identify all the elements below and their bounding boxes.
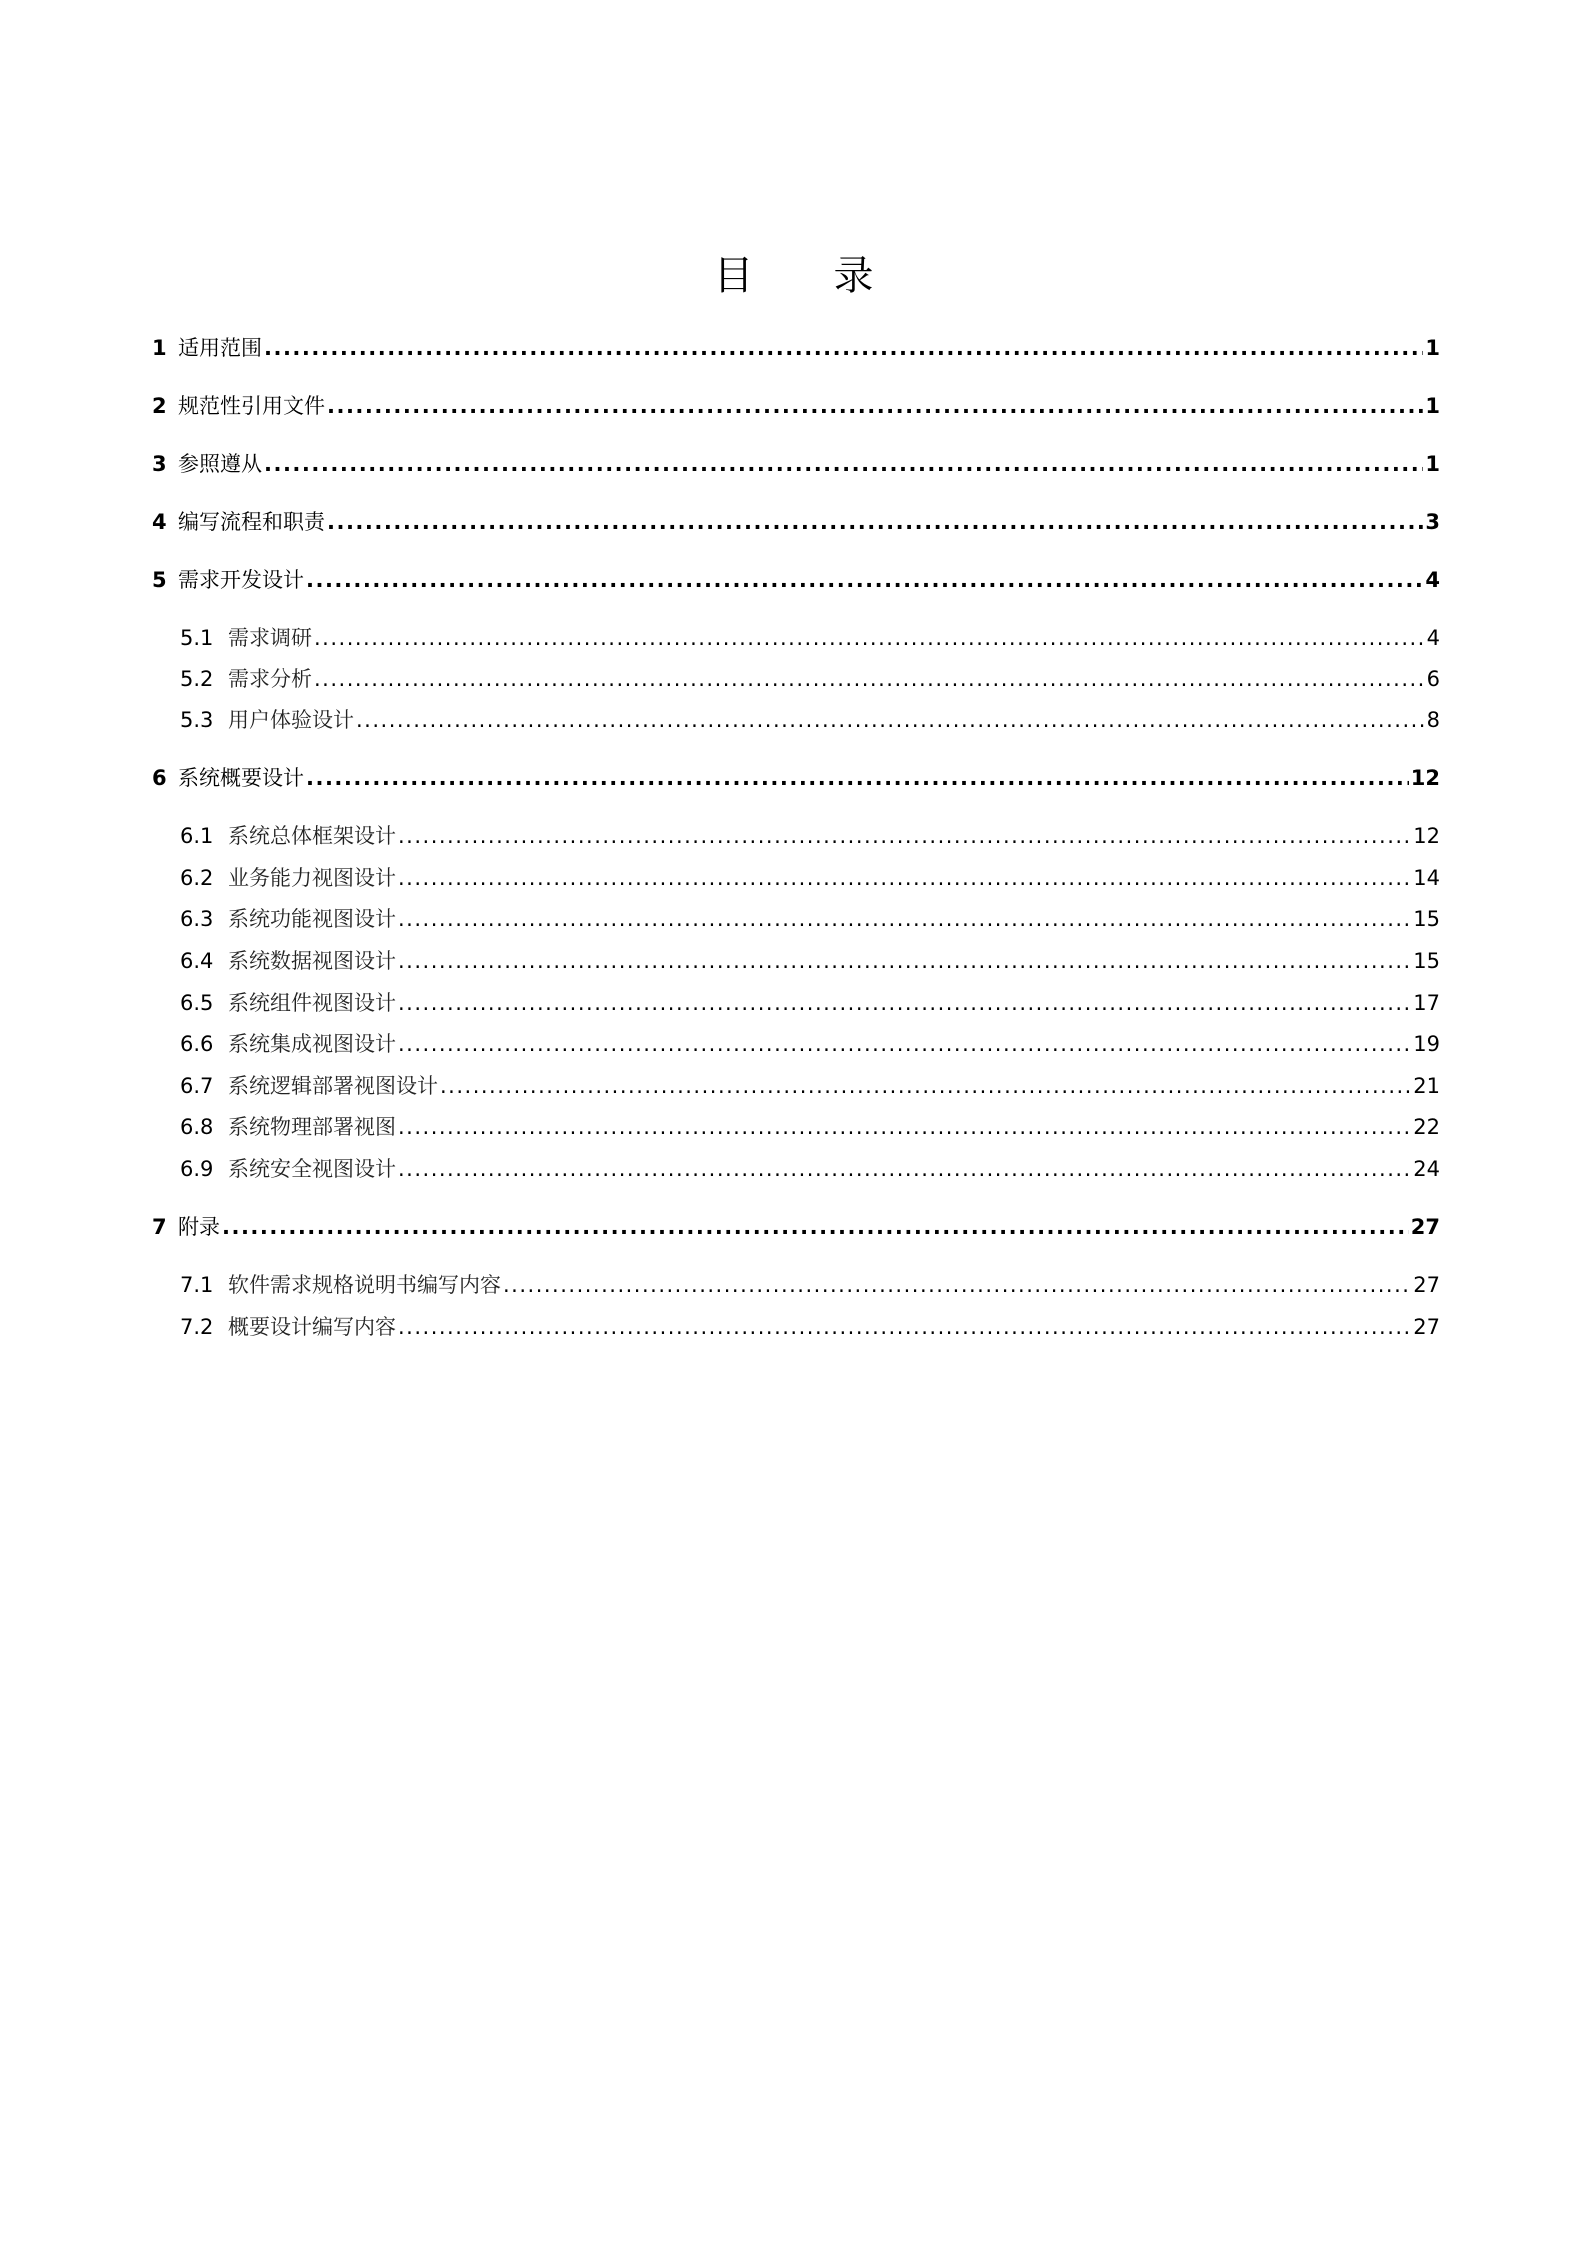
toc-entry-number: 6 bbox=[152, 766, 167, 790]
toc-entry-number: 1 bbox=[152, 336, 167, 360]
dot-leader bbox=[327, 394, 1423, 418]
toc-entry-number: 6.7 bbox=[180, 1074, 214, 1098]
dot-leader bbox=[356, 708, 1425, 732]
toc-entry[interactable] bbox=[152, 704, 1440, 736]
toc-entry-page: 21 bbox=[1413, 1074, 1440, 1098]
toc-entry-page: 15 bbox=[1413, 949, 1440, 973]
toc-entry-number: 5 bbox=[152, 568, 167, 592]
toc-entry-number: 2 bbox=[152, 394, 167, 418]
toc-entry[interactable] bbox=[152, 1153, 1440, 1185]
toc-entry-number: 7 bbox=[152, 1215, 167, 1239]
toc-entry-page: 1 bbox=[1425, 336, 1440, 360]
toc-entry-page: 12 bbox=[1410, 766, 1440, 790]
toc-entry-number: 5.1 bbox=[180, 626, 214, 650]
toc-entry-page: 27 bbox=[1410, 1215, 1440, 1239]
toc-entry-page: 22 bbox=[1413, 1115, 1440, 1139]
toc-entry[interactable] bbox=[152, 390, 1440, 422]
page-title bbox=[0, 244, 1587, 301]
toc-entry-label: 参照遵从 bbox=[178, 452, 262, 476]
toc-entry[interactable] bbox=[152, 1269, 1440, 1301]
toc-entry-label: 需求分析 bbox=[228, 667, 312, 691]
toc-entry-page: 17 bbox=[1413, 991, 1440, 1015]
toc-entry-page: 14 bbox=[1413, 866, 1440, 890]
toc-entry-label: 概要设计编写内容 bbox=[228, 1315, 396, 1339]
toc-entry-page: 12 bbox=[1413, 824, 1440, 848]
toc-entry[interactable] bbox=[152, 987, 1440, 1019]
toc-entry[interactable] bbox=[152, 945, 1440, 977]
toc-entry[interactable] bbox=[152, 663, 1440, 695]
toc-entry-number: 5.2 bbox=[180, 667, 214, 691]
toc-entry-page: 8 bbox=[1426, 708, 1440, 732]
dot-leader bbox=[314, 626, 1425, 650]
toc-entry-page: 6 bbox=[1426, 667, 1440, 691]
toc-entry[interactable] bbox=[152, 1111, 1440, 1143]
toc-entry-label: 系统安全视图设计 bbox=[228, 1157, 396, 1181]
toc-entry-number: 7.2 bbox=[180, 1315, 214, 1339]
toc-entry-number: 6.9 bbox=[180, 1157, 214, 1181]
dot-leader bbox=[314, 667, 1425, 691]
toc-entry-label: 用户体验设计 bbox=[228, 708, 354, 732]
toc-entry-number: 5.3 bbox=[180, 708, 214, 732]
dot-leader bbox=[264, 336, 1423, 360]
dot-leader bbox=[327, 510, 1423, 534]
toc-entry-label: 系统逻辑部署视图设计 bbox=[228, 1074, 438, 1098]
dot-leader bbox=[398, 907, 1411, 931]
toc-entry-number: 6.1 bbox=[180, 824, 214, 848]
toc-entry[interactable] bbox=[152, 862, 1440, 894]
toc-entry-number: 6.5 bbox=[180, 991, 214, 1015]
dot-leader bbox=[398, 1315, 1411, 1339]
toc-entry-number: 6.3 bbox=[180, 907, 214, 931]
toc-entry[interactable] bbox=[152, 1028, 1440, 1060]
toc-entry-label: 系统物理部署视图 bbox=[228, 1115, 396, 1139]
toc-entry-label: 系统总体框架设计 bbox=[228, 824, 396, 848]
dot-leader bbox=[398, 824, 1411, 848]
title-char-right: 录 bbox=[833, 253, 874, 299]
toc-entry-label: 编写流程和职责 bbox=[178, 510, 325, 534]
toc-entry-page: 3 bbox=[1425, 510, 1440, 534]
dot-leader bbox=[503, 1273, 1411, 1297]
dot-leader bbox=[306, 766, 1409, 790]
toc-entry[interactable] bbox=[152, 622, 1440, 654]
toc-entry-label: 软件需求规格说明书编写内容 bbox=[228, 1273, 501, 1297]
toc-entry-label: 系统集成视图设计 bbox=[228, 1032, 396, 1056]
toc-entry-page: 1 bbox=[1425, 394, 1440, 418]
dot-leader bbox=[398, 949, 1411, 973]
dot-leader bbox=[440, 1074, 1411, 1098]
dot-leader bbox=[264, 452, 1423, 476]
toc-entry[interactable] bbox=[152, 762, 1440, 794]
toc-entry-number: 4 bbox=[152, 510, 167, 534]
toc-entry-label: 需求开发设计 bbox=[178, 568, 304, 592]
toc-entry-label: 规范性引用文件 bbox=[178, 394, 325, 418]
toc-entry[interactable] bbox=[152, 448, 1440, 480]
toc-entry-label: 系统数据视图设计 bbox=[228, 949, 396, 973]
toc-entry-number: 6.2 bbox=[180, 866, 214, 890]
dot-leader bbox=[306, 568, 1423, 592]
toc-entry-label: 业务能力视图设计 bbox=[228, 866, 396, 890]
toc-entry-page: 27 bbox=[1413, 1273, 1440, 1297]
toc-entry-page: 15 bbox=[1413, 907, 1440, 931]
toc-entry[interactable] bbox=[152, 506, 1440, 538]
toc-entry-page: 24 bbox=[1413, 1157, 1440, 1181]
toc-entry-number: 3 bbox=[152, 452, 167, 476]
toc-entry[interactable] bbox=[152, 332, 1440, 364]
dot-leader bbox=[398, 1115, 1411, 1139]
dot-leader bbox=[222, 1215, 1409, 1239]
toc-entry[interactable] bbox=[152, 564, 1440, 596]
dot-leader bbox=[398, 866, 1411, 890]
toc-entry[interactable] bbox=[152, 903, 1440, 935]
dot-leader bbox=[398, 991, 1411, 1015]
toc-entry-label: 需求调研 bbox=[228, 626, 312, 650]
toc-entry-page: 4 bbox=[1426, 626, 1440, 650]
toc-entry-label: 系统概要设计 bbox=[178, 766, 304, 790]
toc-entry-label: 系统功能视图设计 bbox=[228, 907, 396, 931]
toc-entry-page: 27 bbox=[1413, 1315, 1440, 1339]
dot-leader bbox=[398, 1157, 1411, 1181]
toc-entry[interactable] bbox=[152, 820, 1440, 852]
toc-entry-page: 1 bbox=[1425, 452, 1440, 476]
toc-entry-label: 适用范围 bbox=[178, 336, 262, 360]
dot-leader bbox=[398, 1032, 1411, 1056]
toc-entry-number: 6.4 bbox=[180, 949, 214, 973]
toc-entry-label: 系统组件视图设计 bbox=[228, 991, 396, 1015]
toc-entry-number: 6.8 bbox=[180, 1115, 214, 1139]
toc-entry[interactable] bbox=[152, 1070, 1440, 1102]
toc-entry-number: 6.6 bbox=[180, 1032, 214, 1056]
toc-entry-label: 附录 bbox=[178, 1215, 220, 1239]
toc-entry-page: 19 bbox=[1413, 1032, 1440, 1056]
toc-entry-page: 4 bbox=[1425, 568, 1440, 592]
toc-entry-number: 7.1 bbox=[180, 1273, 214, 1297]
toc-entry[interactable] bbox=[152, 1311, 1440, 1343]
title-char-left: 目 bbox=[713, 253, 754, 299]
toc-entry[interactable] bbox=[152, 1211, 1440, 1243]
